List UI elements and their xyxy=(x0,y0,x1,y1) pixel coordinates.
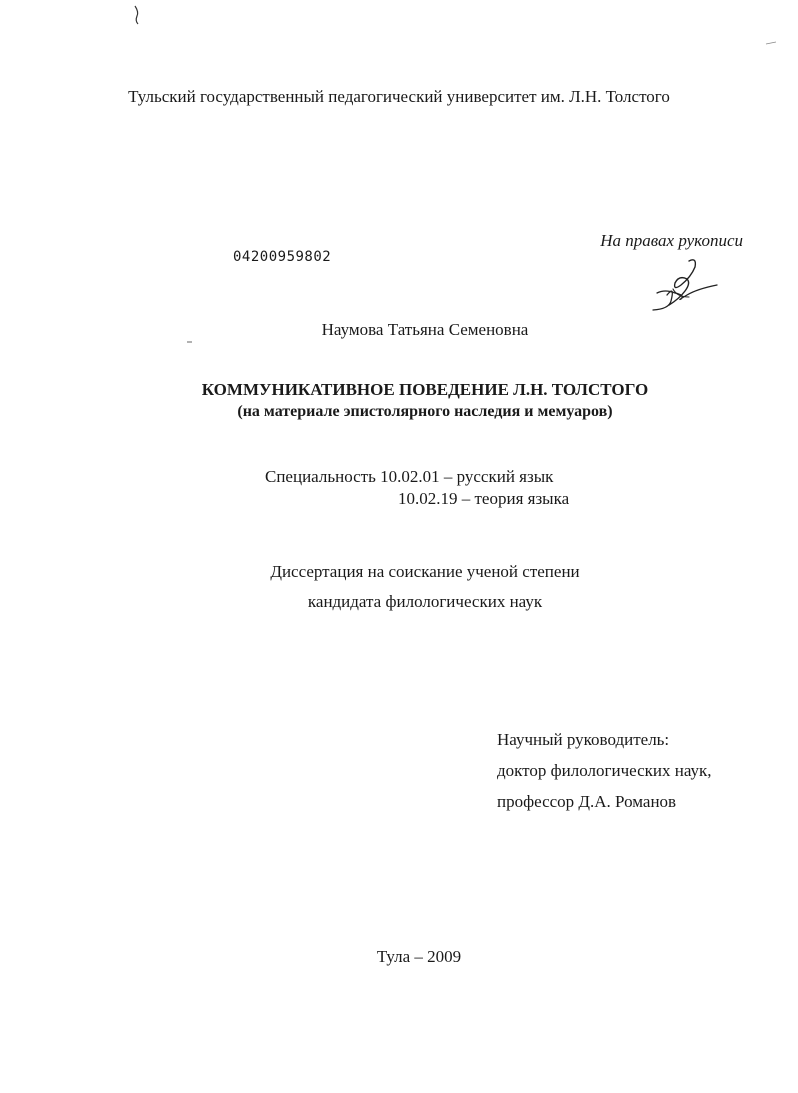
dissertation-subtitle: (на материале эпистолярного наследия и мемуаров) xyxy=(237,403,613,420)
place-and-year: Тула – 2009 xyxy=(376,947,462,966)
author-name: Наумова Татьяна Семеновна xyxy=(321,320,529,339)
supervisor-name: профессор Д.А. Романов xyxy=(497,792,677,811)
university-name: Тульский государственный педагогический университет им. Л.Н. Толстого xyxy=(128,87,670,106)
supervisor-label: Научный руководитель: xyxy=(497,730,670,749)
handwritten-signature-icon xyxy=(645,255,720,313)
degree-line-1: Диссертация на соискание ученой степени xyxy=(270,562,580,581)
specialty-line-2: 10.02.19 – теория языка xyxy=(398,489,570,508)
degree-line-2: кандидата филологических наук xyxy=(307,592,543,611)
scan-artifact-mark xyxy=(132,4,142,26)
scan-artifact-mark xyxy=(186,340,194,344)
catalog-code: 04200959802 xyxy=(233,249,332,265)
dissertation-title: КОММУНИКАТИВНОЕ ПОВЕДЕНИЕ Л.Н. ТОЛСТОГО xyxy=(201,380,649,399)
scan-artifact-mark xyxy=(765,40,777,46)
supervisor-degree: доктор филологических наук, xyxy=(497,761,712,780)
specialty-line-1: Специальность 10.02.01 – русский язык xyxy=(265,467,554,486)
manuscript-note: На правах рукописи xyxy=(600,231,743,250)
